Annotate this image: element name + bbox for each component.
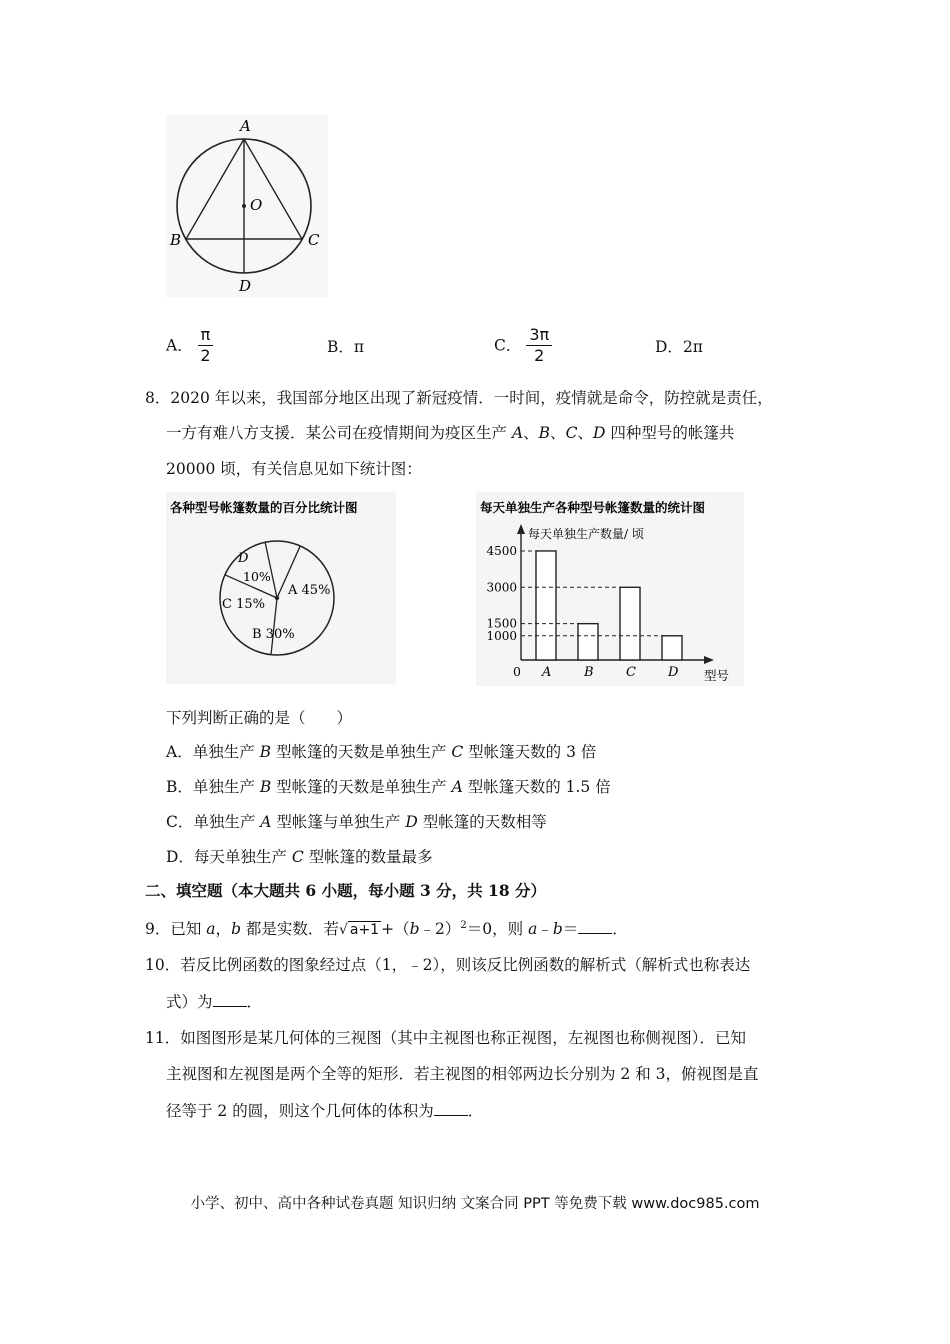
q8-question: 下列判断正确的是（ ） bbox=[166, 709, 353, 727]
numerator: π bbox=[198, 325, 214, 346]
pie-label-c: C 15% bbox=[222, 597, 265, 612]
sep: 、 bbox=[550, 424, 566, 442]
text: ﹣2） bbox=[419, 920, 461, 939]
denominator: 2 bbox=[200, 346, 211, 365]
label-b: B bbox=[170, 231, 182, 249]
circle-triangle-figure bbox=[166, 115, 328, 297]
center-point bbox=[242, 204, 246, 208]
q8-line1: 8．2020 年以来，我国部分地区出现了新冠疫情．一时间，疫情就是命令，防控就是责任， bbox=[145, 389, 773, 407]
y-tick-label-1500: 1500 bbox=[486, 616, 517, 631]
var-c: C bbox=[565, 424, 578, 442]
text: 都是实数．若 bbox=[241, 920, 339, 939]
option-b-value: π bbox=[353, 338, 365, 356]
text: 型帐篷的数量最多 bbox=[303, 848, 433, 866]
text: 式）为 bbox=[166, 993, 213, 1011]
pie-label-a: A 45% bbox=[288, 583, 331, 598]
exponent: 2 bbox=[460, 920, 467, 931]
bar-a bbox=[536, 551, 556, 660]
q8-option-b bbox=[166, 776, 611, 798]
pie-chart-title: 各种型号帐篷数量的百分比统计图 bbox=[170, 500, 358, 515]
text: 型帐篷的天数是单独生产 bbox=[271, 778, 452, 796]
option-d-label: D． bbox=[655, 338, 683, 356]
x-tick-label-b: B bbox=[584, 665, 594, 680]
pie-label-b: B 30% bbox=[252, 627, 295, 642]
text: ＝ bbox=[562, 920, 579, 939]
q10-line1: 10．若反比例函数的图象经过点（1，﹣2），则该反比例函数的解析式（解析式也称表达 bbox=[145, 956, 751, 974]
answer-blank[interactable] bbox=[578, 917, 612, 934]
text: 9．已知 bbox=[145, 920, 207, 939]
var: B bbox=[259, 743, 272, 761]
bar-chart-xlabel: 型号 bbox=[704, 668, 730, 683]
denominator: 2 bbox=[534, 346, 545, 365]
q7-option-d bbox=[655, 336, 703, 358]
bar-chart-title: 每天单独生产各种型号帐篷数量的统计图 bbox=[480, 500, 706, 515]
x-tick-label-c: C bbox=[626, 665, 636, 680]
bar-d bbox=[662, 636, 682, 660]
text: ． bbox=[467, 1102, 484, 1120]
label-c: C bbox=[308, 231, 320, 249]
text: 型帐篷天数的 3 倍 bbox=[463, 743, 597, 761]
var-a: a bbox=[528, 920, 538, 939]
option-a-label: A． bbox=[166, 336, 193, 355]
var: A bbox=[451, 778, 463, 796]
q8-option-c bbox=[166, 811, 547, 833]
var-a: A bbox=[511, 424, 524, 442]
label-o: O bbox=[250, 196, 263, 214]
var: A bbox=[260, 813, 272, 831]
q8-option-d bbox=[166, 846, 433, 868]
section-2-heading: 二、填空题（本大题共 6 小题，每小题 3 分，共 18 分） bbox=[145, 881, 547, 900]
y-tick-label-3000: 3000 bbox=[486, 580, 517, 595]
x-tick-label-a: A bbox=[542, 665, 552, 680]
pie-label-d: D bbox=[238, 551, 249, 566]
y-tick-label-1000: 1000 bbox=[486, 628, 517, 643]
page-footer[interactable]: 小学、初中、高中各种试卷真题 知识归纳 文案合同 PPT 等免费下载 www.doc985.com bbox=[190, 1196, 760, 1212]
q11-line2: 主视图和左视图是两个全等的矩形．若主视图的相邻两边长分别为 2 和 3，俯视图是直 bbox=[166, 1065, 759, 1083]
radicand: a+1 bbox=[349, 922, 380, 939]
var-d: D bbox=[592, 424, 606, 442]
fraction-3pi-over-2 bbox=[526, 325, 552, 366]
var-b: b bbox=[409, 920, 420, 939]
option-c-label: C． bbox=[494, 336, 522, 355]
q7-option-b bbox=[327, 336, 364, 358]
var: D bbox=[405, 813, 418, 831]
text: ． bbox=[612, 920, 628, 939]
answer-blank[interactable] bbox=[434, 1099, 468, 1116]
text: 型帐篷与单独生产 bbox=[271, 813, 406, 831]
fraction-pi-over-2 bbox=[198, 325, 214, 366]
q11-line1: 11．如图图形是某几何体的三视图（其中主视图也称正视图，左视图也称侧视图）．已知 bbox=[145, 1029, 746, 1047]
sqrt-expression: √ a+1 bbox=[338, 922, 380, 939]
q8-line2 bbox=[166, 422, 734, 444]
q8-option-a bbox=[166, 741, 596, 763]
q7-option-a bbox=[166, 325, 213, 366]
var-b: b bbox=[552, 920, 563, 939]
var: B bbox=[259, 778, 272, 796]
q7-option-c bbox=[494, 325, 552, 366]
bar-c bbox=[620, 587, 640, 660]
text: ﹣ bbox=[537, 920, 553, 939]
q8-line2-text: 一方有难八方支援．某公司在疫情期间为疫区生产 bbox=[166, 424, 512, 442]
var: C bbox=[451, 743, 464, 761]
option-b-label: B． bbox=[327, 338, 354, 356]
text: 型帐篷的天数是单独生产 bbox=[271, 743, 452, 761]
label-a: A bbox=[240, 117, 251, 135]
text: B．单独生产 bbox=[166, 778, 260, 796]
var: C bbox=[291, 848, 304, 866]
q9 bbox=[145, 915, 628, 941]
y-tick-label-4500: 4500 bbox=[486, 543, 517, 558]
bar-chart-ylabel: 每天单独生产数量/ 顷 bbox=[528, 527, 644, 541]
q10-line2 bbox=[166, 990, 262, 1013]
bar-chart bbox=[476, 492, 744, 686]
text: +（ bbox=[381, 920, 410, 939]
sep: 、 bbox=[577, 424, 593, 442]
option-d-value: 2π bbox=[682, 338, 703, 356]
numerator: 3π bbox=[526, 325, 552, 346]
text: 型帐篷天数的 1.5 倍 bbox=[462, 778, 611, 796]
q11-line3 bbox=[166, 1099, 483, 1122]
text: 径等于 2 的圆，则这个几何体的体积为 bbox=[166, 1102, 434, 1120]
answer-blank[interactable] bbox=[213, 990, 247, 1007]
pie-chart bbox=[166, 492, 396, 684]
text: ， bbox=[215, 920, 232, 939]
text: 型帐篷的天数相等 bbox=[417, 813, 547, 831]
var-a: a bbox=[206, 920, 216, 939]
pie-label-d-pct: 10% bbox=[243, 569, 271, 584]
var-b: B bbox=[538, 424, 551, 442]
q8-line2-end: 四种型号的帐篷共 bbox=[605, 424, 735, 442]
sep: 、 bbox=[523, 424, 539, 442]
bar-b bbox=[578, 624, 598, 660]
text: C．单独生产 bbox=[166, 813, 261, 831]
x-tick-label-d: D bbox=[668, 665, 679, 680]
text: A．单独生产 bbox=[166, 743, 260, 761]
var-b: b bbox=[231, 920, 241, 939]
label-d: D bbox=[239, 277, 252, 295]
q8-line3: 20000 顷，有关信息见如下统计图： bbox=[166, 460, 422, 478]
origin-label: 0 bbox=[513, 664, 521, 679]
text: ． bbox=[246, 993, 263, 1011]
pie-center bbox=[275, 596, 279, 600]
text: ＝0，则 bbox=[466, 920, 529, 939]
text: D．每天单独生产 bbox=[166, 848, 292, 866]
